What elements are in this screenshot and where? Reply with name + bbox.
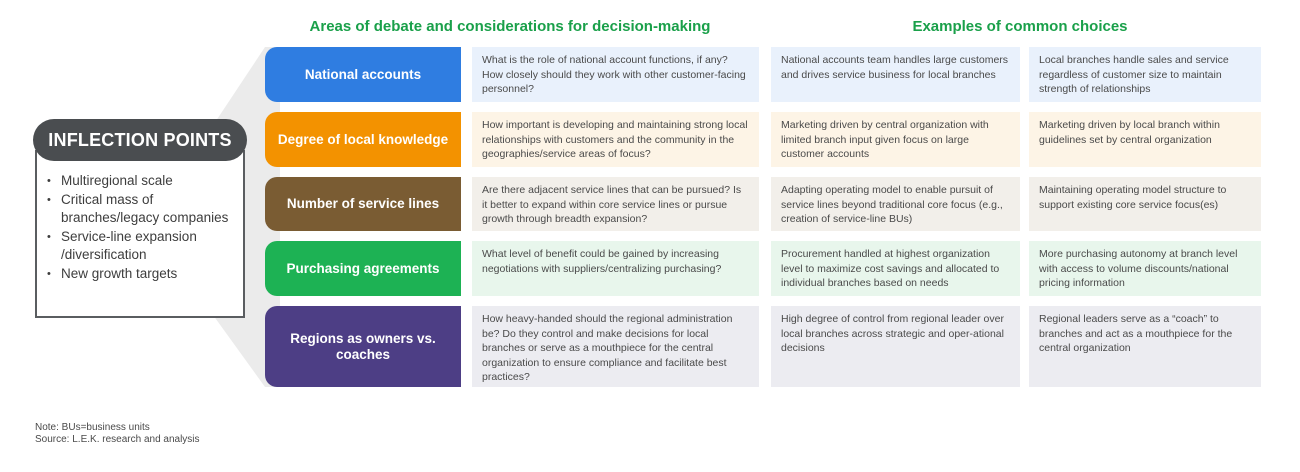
choice-cell-local: Maintaining operating model structure to support existing core service focus(es)	[1029, 177, 1261, 231]
inflection-point-item: • New growth targets	[47, 265, 237, 284]
choice-cell-local: Regional leaders serve as a “coach” to branches and act as a mouthpiece for the central organization	[1029, 306, 1261, 387]
debate-cell: What level of benefit could be gained by increasing negotiations with suppliers/centralizing purchasing?	[472, 241, 759, 296]
debate-column-header: Areas of debate and considerations for decision-making	[309, 18, 711, 35]
debate-cell: How important is developing and maintaining strong local relationships with customers and the community in the geographies/service areas of focus?	[472, 112, 759, 167]
inflection-point-item: • Service-line expansion /diversification	[47, 228, 237, 265]
choice-cell-local: Local branches handle sales and service regardless of customer size to maintain strength of relationships	[1029, 47, 1261, 102]
choice-cell-central: Procurement handled at highest organization level to maximize cost savings and allocated to individual branches based on needs	[771, 241, 1020, 296]
inflection-points-list	[47, 172, 237, 283]
row-label-service-lines: Number of service lines	[265, 177, 461, 231]
footnote: Note: BUs=business units	[35, 422, 150, 433]
inflection-points-title: INFLECTION POINTS	[33, 119, 247, 161]
choices-column-header: Examples of common choices	[912, 18, 1128, 35]
choice-cell-central: Adapting operating model to enable pursuit of service lines beyond traditional core focus (e.g., creation of service-line BUs)	[771, 177, 1020, 231]
choice-cell-local: More purchasing autonomy at branch level with access to volume discounts/national pricing information	[1029, 241, 1261, 296]
row-label-local-knowledge: Degree of local knowledge	[265, 112, 461, 167]
choice-cell-central: National accounts team handles large customers and drives service business for local branches	[771, 47, 1020, 102]
inflection-point-item: • Multiregional scale	[47, 172, 237, 191]
debate-cell: What is the role of national account functions, if any? How closely should they work with other customer-facing personnel?	[472, 47, 759, 102]
row-label-regions: Regions as owners vs. coaches	[265, 306, 461, 387]
inflection-point-item: • Critical mass of branches/legacy companies	[47, 191, 237, 228]
source-note: Source: L.E.K. research and analysis	[35, 434, 200, 445]
row-label-purchasing: Purchasing agreements	[265, 241, 461, 296]
choice-cell-central: Marketing driven by central organization with limited branch input given focus on large customer accounts	[771, 112, 1020, 167]
debate-cell: How heavy-handed should the regional administration be? Do they control and make decisions for local branches or serve as a mouthpiece for the central organization to ensure compliance and facilitate best practices?	[472, 306, 759, 387]
debate-cell: Are there adjacent service lines that can be pursued? Is it better to expand within core service lines or pursue growth through breadth expansion?	[472, 177, 759, 231]
choice-cell-central: High degree of control from regional leader over local branches across strategic and oper-ational decisions	[771, 306, 1020, 387]
choice-cell-local: Marketing driven by local branch within guidelines set by central organization	[1029, 112, 1261, 167]
row-label-national-accounts: National accounts	[265, 47, 461, 102]
